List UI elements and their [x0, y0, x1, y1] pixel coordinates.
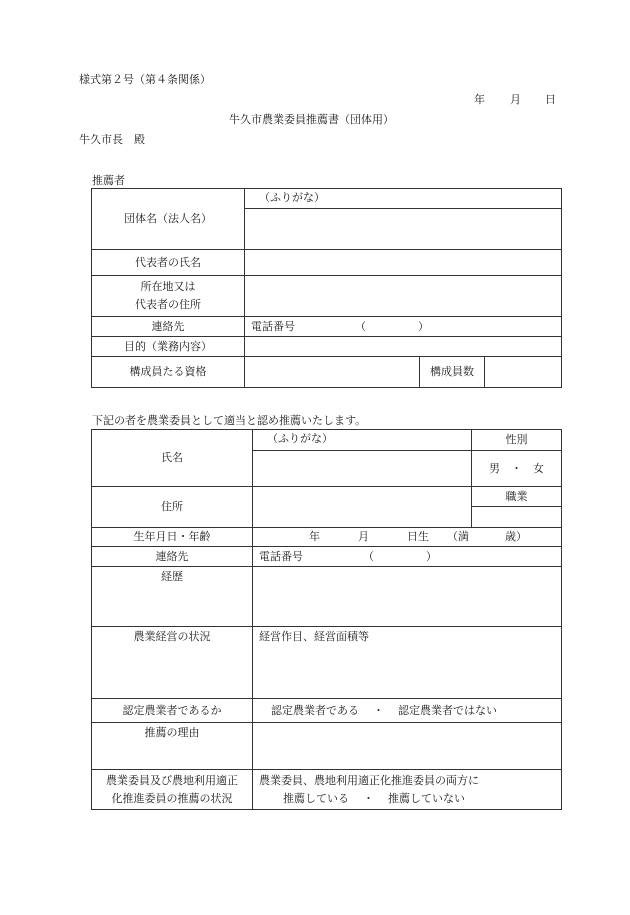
phone-label: 電話番号 — [251, 319, 295, 333]
address-field[interactable] — [245, 276, 562, 317]
occupation-label: 職業 — [472, 487, 562, 507]
candidate-phone-paren-open: （ — [363, 549, 374, 563]
page-title: 牛久市農業委員推薦書（団体用） — [229, 113, 394, 126]
sex-label: 性別 — [472, 430, 562, 451]
reason-field[interactable] — [253, 723, 562, 770]
birth-field[interactable] — [253, 528, 562, 547]
age-open-label: （満 — [447, 530, 469, 543]
purpose-field[interactable] — [245, 337, 562, 357]
contact-label: 連絡先 — [92, 317, 245, 337]
career-label: 経歴 — [92, 567, 253, 627]
candidate-address-label: 住所 — [92, 487, 253, 528]
dual-text: 農業委員、農地利用適正化推進委員の両方に — [259, 773, 479, 787]
purpose-label: 目的（業務内容） — [92, 337, 245, 357]
date-day-label: 日 — [545, 93, 556, 106]
phone-paren-close: ） — [418, 319, 429, 333]
candidate-table — [91, 429, 562, 810]
candidate-phone-paren-close: ） — [426, 549, 437, 563]
member-count-label: 構成員数 — [420, 357, 485, 388]
member-qual-label: 構成員たる資格 — [92, 357, 245, 388]
phone-field[interactable] — [245, 317, 562, 337]
member-count-field[interactable] — [485, 357, 562, 388]
certified-no-option[interactable]: 認定農業者ではない — [398, 703, 497, 717]
recommend-statement: 下記の者を農業委員として適当と認め推薦いたします。 — [92, 414, 367, 427]
dual-no-option[interactable]: 推薦していない — [388, 791, 465, 805]
candidate-phone-field[interactable] — [253, 547, 562, 567]
dual-label-line2: 化推進委員の推薦の状況 — [111, 791, 233, 805]
occupation-field[interactable] — [472, 507, 562, 528]
address-label — [92, 276, 245, 317]
certified-yes-option[interactable]: 認定農業者である — [271, 703, 359, 717]
addressee: 牛久市長 殿 — [79, 133, 145, 146]
recommender-section-label: 推薦者 — [92, 174, 125, 187]
address-label-line1: 所在地又は — [140, 280, 196, 293]
dual-yes-option[interactable]: 推薦している — [283, 791, 349, 805]
member-qual-field[interactable] — [245, 357, 420, 388]
candidate-address-field[interactable] — [253, 487, 472, 528]
date-month-label: 月 — [510, 93, 521, 106]
org-name-label: 団体名（法人名） — [92, 189, 245, 250]
org-furigana-label: （ふりがな） — [245, 189, 562, 209]
sex-options[interactable]: 男 ・ 女 — [472, 451, 562, 487]
candidate-contact-label: 連絡先 — [92, 547, 253, 567]
recommender-table — [91, 188, 562, 388]
birth-label: 生年月日・年齢 — [92, 528, 253, 547]
dual-label-line1: 農業委員及び農地利用適正 — [106, 773, 238, 787]
dual-dot: ・ — [363, 791, 374, 805]
birth-day-label: 日生 — [407, 530, 429, 543]
certified-label: 認定農業者であるか — [92, 699, 253, 723]
name-label: 氏名 — [92, 430, 253, 487]
rep-name-field[interactable] — [245, 250, 562, 276]
age-close-label: 歳） — [505, 530, 527, 543]
farm-status-label: 農業経営の状況 — [92, 627, 253, 699]
org-name-field[interactable] — [245, 209, 562, 250]
form-number: 様式第２号（第４条関係） — [79, 73, 211, 86]
farm-detail-label: 経営作目、経営面積等 — [259, 630, 369, 643]
rep-name-label: 代表者の氏名 — [92, 250, 245, 276]
birth-month-label: 月 — [358, 530, 369, 543]
name-furigana-label: （ふりがな） — [253, 430, 472, 451]
certified-dot: ・ — [373, 703, 384, 717]
career-field[interactable] — [253, 567, 562, 627]
certified-options[interactable] — [253, 699, 562, 723]
name-field[interactable] — [253, 451, 472, 487]
phone-paren-open: （ — [355, 319, 366, 333]
dual-label — [92, 770, 253, 810]
farm-status-field[interactable] — [253, 627, 562, 699]
date-year-label: 年 — [474, 93, 485, 106]
birth-year-label: 年 — [309, 530, 320, 543]
candidate-phone-label: 電話番号 — [259, 549, 303, 563]
reason-label: 推薦の理由 — [92, 723, 253, 770]
address-label-line2: 代表者の住所 — [135, 298, 201, 311]
dual-options[interactable] — [253, 770, 562, 810]
